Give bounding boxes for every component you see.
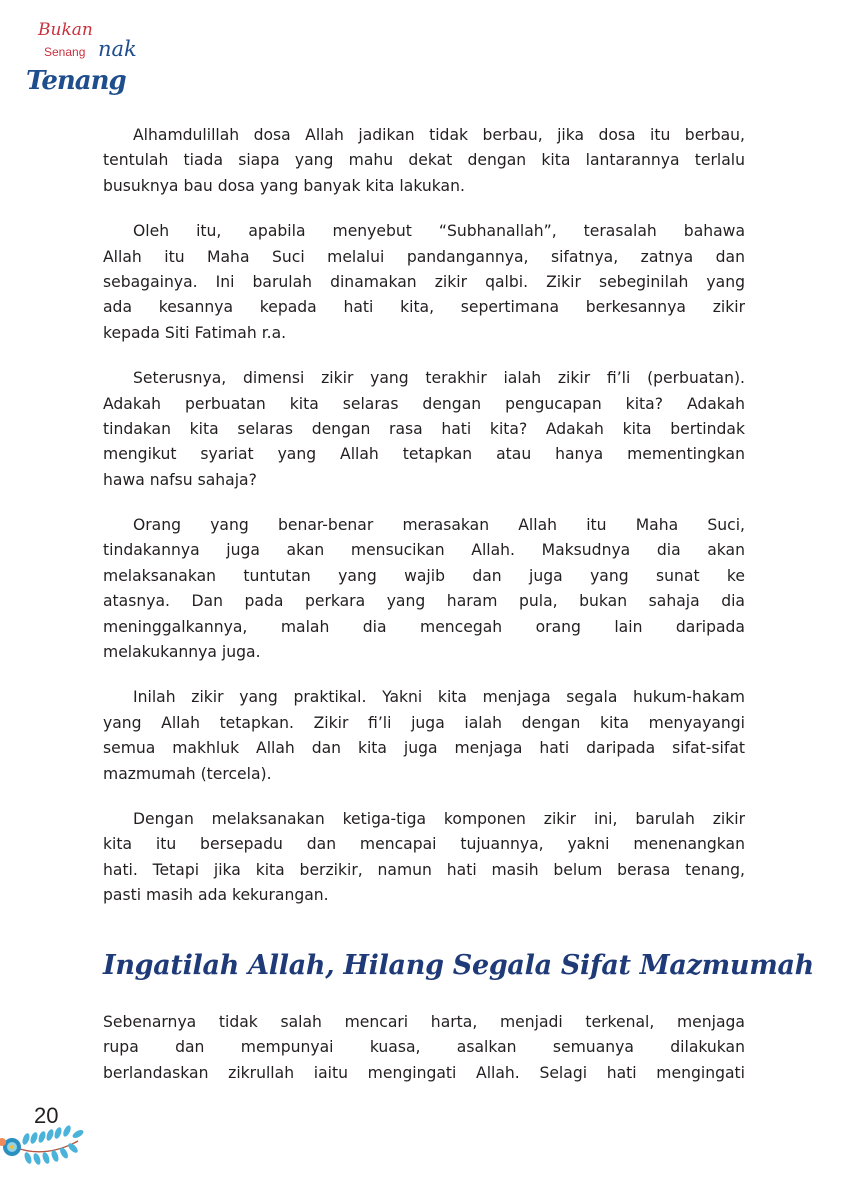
text-line: Seterusnya, dimensi zikir yang terakhir ialah zikir fi’li (perbuatan). (133, 369, 745, 388)
text-line: rupa dan mempunyai kuasa, asalkan semuanya dilakukan (103, 1038, 745, 1057)
text-line: Dengan melaksanakan ketiga-tiga komponen zikir ini, barulah zikir (133, 809, 745, 828)
text-line: sebagainya. Ini barulah dinamakan zikir qalbi. Zikir sebeginilah yang (103, 272, 745, 291)
text-line: tindakan kita selaras dengan rasa hati kita? Adakah kita bertindak (103, 419, 745, 438)
text-line: semua makhluk Allah dan kita juga menjaga hati daripada sifat-sifat (103, 739, 745, 758)
section-body-text (103, 1010, 745, 1106)
text-line: kepada Siti Fatimah r.a. (103, 323, 287, 342)
text-line: yang Allah tetapkan. Zikir fi’li juga ialah dengan kita menyayangi (103, 713, 745, 732)
text-line: ada kesannya kepada hati kita, sepertimana berkesannya zikir (103, 298, 745, 317)
text-line: mazmumah (tercela). (103, 764, 272, 783)
text-line: busuknya bau dosa yang banyak kita lakukan. (103, 176, 465, 195)
body-text (103, 123, 745, 929)
text-line: melakukannya juga. (103, 643, 261, 662)
text-line: hawa nafsu sahaja? (103, 470, 257, 489)
text-line: pasti masih ada kekurangan. (103, 886, 329, 905)
text-line: berlandaskan zikrullah iaitu mengingati Allah. Selagi hati mengingati (103, 1063, 745, 1082)
text-line: Sebenarnya tidak salah mencari harta, menjadi terkenal, menjaga (103, 1013, 745, 1031)
paragraph (103, 807, 745, 909)
paragraph (103, 219, 745, 346)
text-line: Alhamdulillah dosa Allah jadikan tidak berbau, jika dosa itu berbau, (133, 126, 745, 144)
paragraph (103, 123, 745, 199)
floral-branch-icon (0, 1125, 100, 1170)
text-line: Orang yang benar-benar merasakan Allah itu Maha Suci, (133, 516, 745, 535)
paragraph (103, 513, 745, 665)
text-line: mengikut syariat yang Allah tetapkan atau hanya mementingkan (103, 445, 745, 464)
paragraph (103, 366, 745, 493)
section-heading: Ingatilah Allah, Hilang Segala Sifat Mazmumah (103, 950, 815, 981)
page-number: 20 (34, 1103, 59, 1128)
text-line: Inilah zikir yang praktikal. Yakni kita menjaga segala hukum-hakam (133, 688, 745, 707)
text-line: hati. Tetapi jika kita berzikir, namun hati masih belum berasa tenang, (103, 860, 745, 879)
logo-word: Bukan (38, 20, 93, 40)
text-line: atasnya. Dan pada perkara yang haram pula, bukan sahaja dia (103, 592, 745, 611)
text-line: tentulah tiada siapa yang mahu dekat dengan kita lantarannya terlalu (103, 151, 745, 170)
text-line: melaksanakan tuntutan yang wajib dan juga yang sunat ke (103, 566, 745, 585)
text-line: meninggalkannya, malah dia mencegah orang lain daripada (103, 617, 745, 636)
paragraph (103, 685, 745, 787)
logo-word: Tenang (26, 66, 126, 96)
book-logo (18, 22, 138, 107)
text-line: Adakah perbuatan kita selaras dengan pengucapan kita? Adakah (103, 394, 745, 413)
text-line: Allah itu Maha Suci melalui pandangannya, sifatnya, zatnya dan (103, 247, 745, 266)
logo-word: nak (98, 37, 137, 61)
text-line: tindakannya juga akan mensucikan Allah. Maksudnya dia akan (103, 541, 745, 560)
text-line: kita itu bersepadu dan mencapai tujuannya, yakni menenangkan (103, 835, 745, 854)
logo-word: Senang (44, 45, 86, 59)
paragraph (103, 1010, 745, 1086)
text-line: Oleh itu, apabila menyebut “Subhanallah”, terasalah bahawa (133, 222, 745, 241)
